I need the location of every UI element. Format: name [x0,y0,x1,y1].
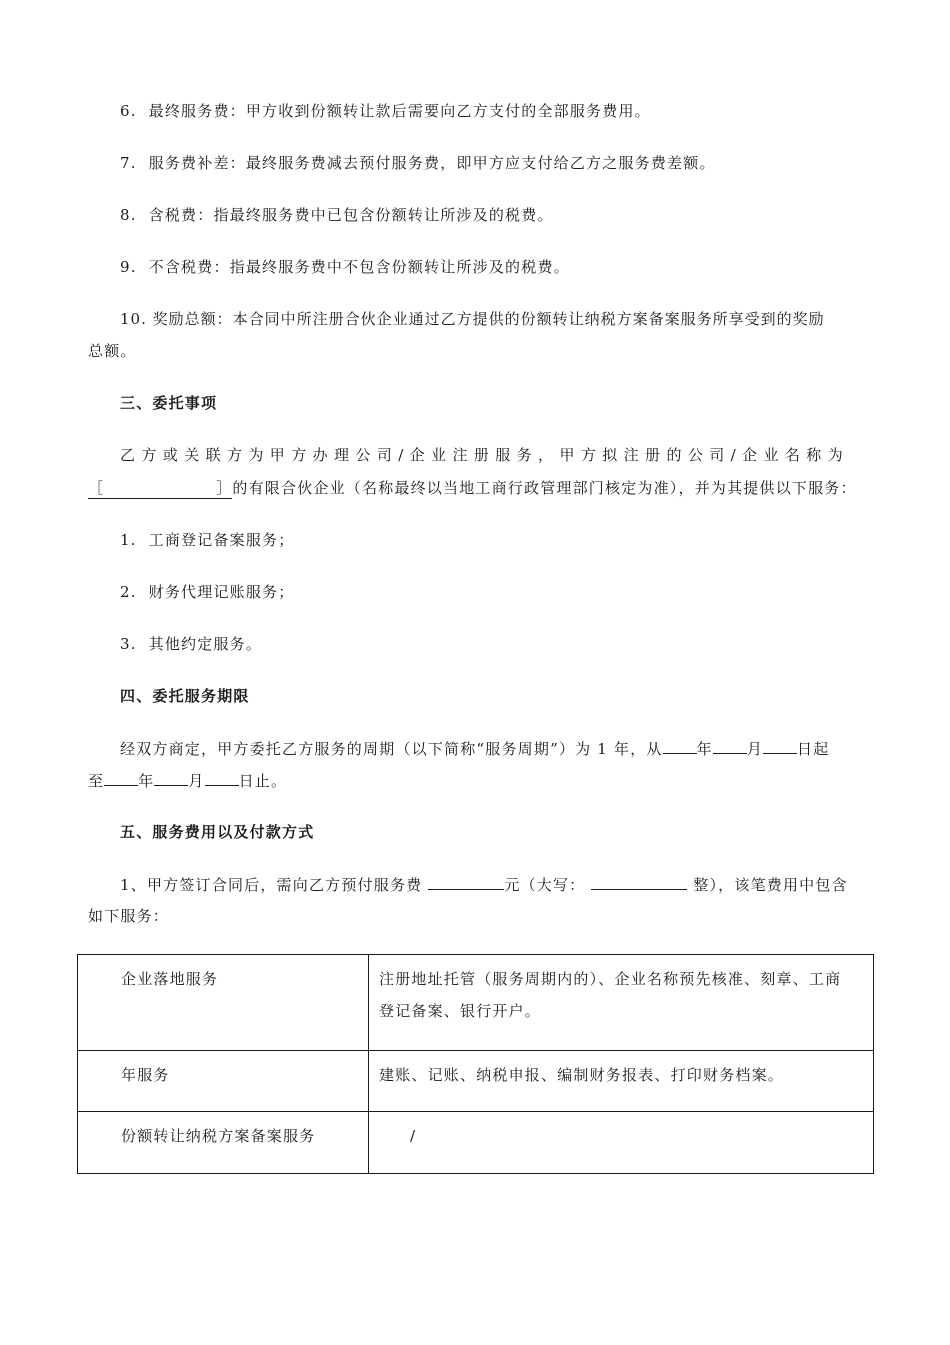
definition-9: 9. 不含税费：指最终服务费中不包含份额转让所涉及的税费。 [120,258,570,276]
section4-paragraph-line2: 至 年 月 日止。 [88,772,288,790]
start-day-blank[interactable] [763,738,797,754]
start-year-blank[interactable] [663,738,697,754]
table-row [78,1112,874,1174]
definition-6: 6. 最终服务费：甲方收到份额转让款后需要向乙方支付的全部服务费用。 [120,102,651,120]
section3-item-1: 1. 工商登记备案服务； [120,531,295,549]
definition-8: 8. 含税费：指最终服务费中已包含份额转让所涉及的税费。 [120,206,554,224]
section4-heading: 四、委托服务期限 [120,687,250,705]
service-name-cell: 份额转让纳税方案备案服务 [78,1112,369,1174]
definition-10-continued: 总额。 [88,342,137,360]
section3-heading: 三、委托事项 [120,394,218,412]
company-name-blank[interactable]: ［ ］ [88,479,233,497]
start-month-blank[interactable] [713,738,747,754]
service-name-cell: 年服务 [78,1051,369,1112]
section5-heading: 五、服务费用以及付款方式 [120,823,315,841]
end-day-blank[interactable] [205,770,239,786]
service-content-cell: / [369,1112,874,1174]
service-name-cell: 企业落地服务 [78,955,369,1051]
end-year-blank[interactable] [104,770,138,786]
section4-paragraph-line1: 经双方商定，甲方委托乙方服务的周期（以下简称“服务周期”）为 1 年，从 年 月 日起 [120,740,830,758]
prepaid-fee-uppercase-blank[interactable] [591,874,687,890]
service-content-cell: 建账、记账、纳税申报、编制财务报表、打印财务档案。 [369,1051,874,1112]
definition-7: 7. 服务费补差：最终服务费减去预付服务费，即甲方应支付给乙方之服务费差额。 [120,154,716,172]
definition-10: 10. 奖励总额：本合同中所注册合伙企业通过乙方提供的份额转让纳税方案备案服务所享受到的奖励 [120,310,825,328]
section5-paragraph-line1: 1、甲方签订合同后，需向乙方预付服务费 元（大写： 整），该笔费用中包含 [120,876,848,894]
section5-paragraph-line2: 如下服务： [88,907,170,925]
section3-paragraph-line1: 乙方或关联方为甲方办理公司/企业注册服务，甲方拟注册的公司/企业名称为 [120,446,850,464]
prepaid-fee-blank[interactable] [428,874,504,890]
service-content-cell: 注册地址托管（服务周期内的）、企业名称预先核准、刻章、工商 登记备案、银行开户。 [369,955,874,1051]
section3-item-2: 2. 财务代理记账服务； [120,583,295,601]
table-row [78,1051,874,1112]
section3-item-3: 3. 其他约定服务。 [120,635,263,653]
end-month-blank[interactable] [154,770,188,786]
table-row [78,955,874,1051]
services-table [77,954,874,1174]
section3-paragraph-line2: ［ ］的有限合伙企业（名称最终以当地工商行政管理部门核定为准），并为其提供以下服务： [88,479,857,497]
